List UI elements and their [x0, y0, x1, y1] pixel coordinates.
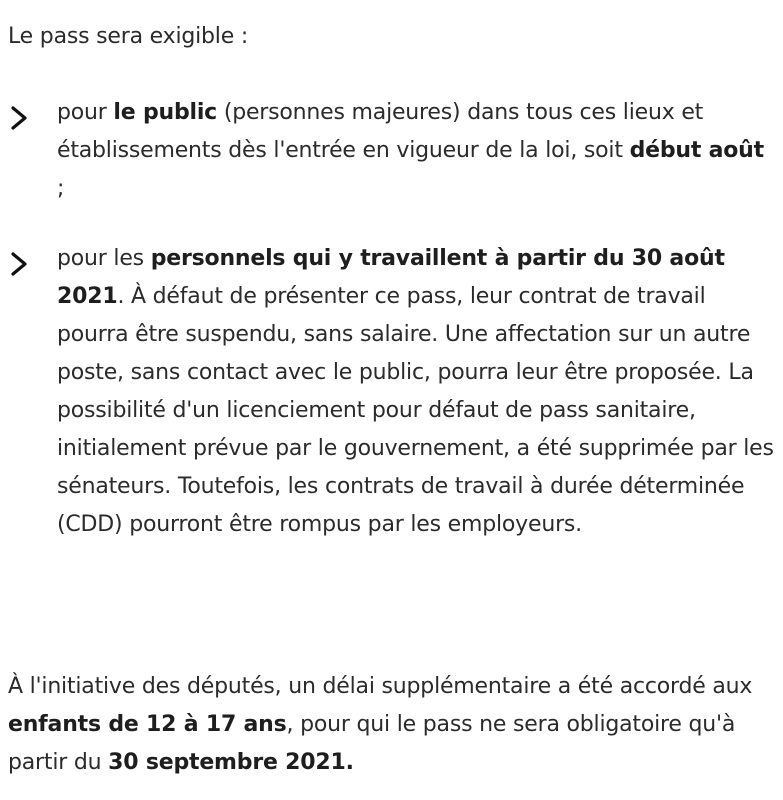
bold-segment: le public [113, 100, 218, 125]
bold-segment: enfants de 12 à 17 ans [8, 712, 287, 737]
text-segment: pour [57, 100, 114, 125]
intro-text: Le pass sera exigible : [8, 24, 249, 49]
outro-text [8, 668, 778, 782]
bullet-text-public [57, 94, 775, 208]
chevron-right-icon [8, 106, 32, 130]
text-segment: (personnes majeures) dans tous ces lieux et établissements dès l'entrée en vigueur de la loi, soit [57, 100, 704, 163]
bold-segment: personnels qui y travaillent à partir du 30 août 2021 [57, 246, 725, 309]
text-segment: . À défaut de présenter ce pass, leur contrat de travail pourra être suspendu, sans salaire. Une affectation sur un autre poste, sans contact avec le public, pourra leur être proposée. La possibilité d'un licenciement pour défaut de pass sanitaire, initialement prévue par le gouvernement, a été supprimée par les sénateurs. Toutefois, les contrats de travail à durée déterminée (CDD) pourront être rompus par les employeurs. [57, 284, 774, 537]
text-segment: ; [57, 176, 65, 201]
bullet-text-personnels [57, 240, 775, 544]
bold-segment: 30 septembre 2021. [108, 750, 354, 775]
bold-segment: début août [629, 138, 764, 163]
text-segment: À l'initiative des députés, un délai supplémentaire a été accordé aux [8, 674, 753, 699]
chevron-right-icon [8, 252, 32, 276]
text-segment: , pour qui le pass ne sera obligatoire qu'à partir du [8, 712, 736, 775]
text-segment: pour les [57, 246, 151, 271]
